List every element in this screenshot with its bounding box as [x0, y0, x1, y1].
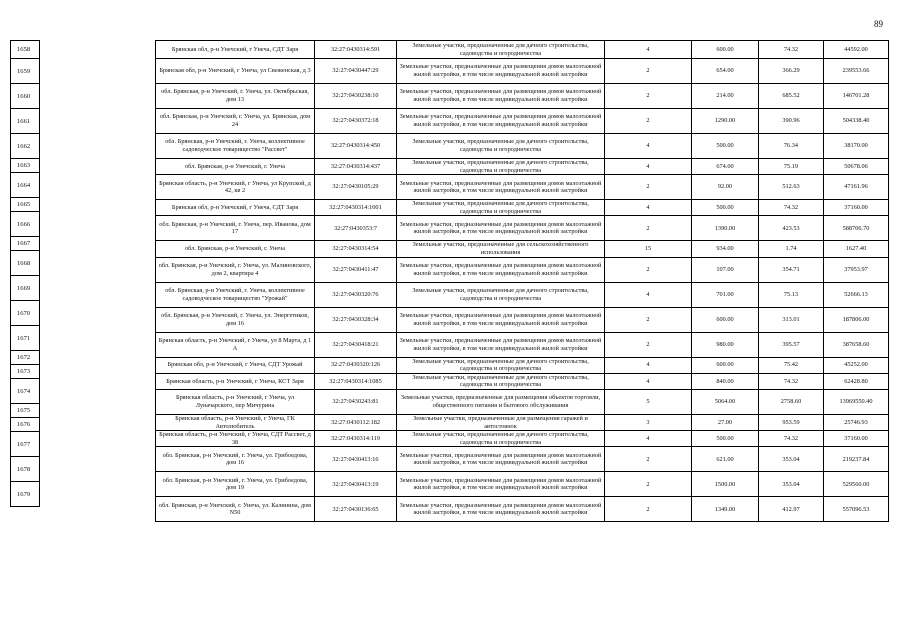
address-cell: обл. Брянская, р-н Унечский, г. Унеча, ул. Калинина, дом N50	[156, 497, 315, 522]
area-cell: 674.00	[692, 159, 759, 175]
row-number-row	[11, 173, 40, 198]
cadastral-number-cell: 32:27:0430136:65	[315, 497, 397, 522]
value-cell: 146701.28	[824, 84, 889, 109]
row-number-cell: 1679	[11, 482, 40, 507]
row-number-row	[11, 404, 40, 418]
table-row	[156, 332, 889, 357]
value-cell: 529560.00	[824, 472, 889, 497]
value-cell: 37160.00	[824, 431, 889, 447]
area-cell: 107.00	[692, 257, 759, 282]
row-number-cell: 1666	[11, 212, 40, 237]
cadastral-number-cell: 32:27:0430353:7	[315, 216, 397, 241]
table-row	[156, 175, 889, 200]
cadastral-number-cell: 32:27:0430314:119	[315, 431, 397, 447]
rate-cell: 75.13	[759, 282, 824, 307]
cadastral-number-cell: 32:27:0430413:19	[315, 472, 397, 497]
cadastral-number-cell: 32:27:0430243:81	[315, 389, 397, 414]
address-cell: Брянская обл, р-н Унечский, г Унеча, СДТ Заря	[156, 41, 315, 59]
purpose-cell: Земельные участки, предназначенные для размещения домов малоэтажной жилой застройки, в том числе индивидуальной жилой застройки	[397, 59, 605, 84]
row-number-cell: 1667	[11, 237, 40, 251]
row-number-row	[11, 457, 40, 482]
area-cell: 1349.00	[692, 497, 759, 522]
rate-cell: 395.57	[759, 332, 824, 357]
value-cell: 557096.53	[824, 497, 889, 522]
rate-cell: 366.29	[759, 59, 824, 84]
group-cell: 4	[605, 134, 692, 159]
table-row	[156, 159, 889, 175]
cadastral-number-cell: 32:27:0430447:29	[315, 59, 397, 84]
rate-cell: 74.32	[759, 41, 824, 59]
value-cell: 219237.84	[824, 447, 889, 472]
address-cell: обл. Брянская, р-н Унечский, г. Унеча, коллективное садоводческое товарищество "Урожай"	[156, 282, 315, 307]
cadastral-number-cell: 32:27:0430112:182	[315, 414, 397, 430]
land-plots-table	[155, 40, 889, 522]
cadastral-number-cell: 32:27:0430314:450	[315, 134, 397, 159]
address-cell: Брянская область, р-н Унечский, г Унеча, КСТ Заря	[156, 373, 315, 389]
group-cell: 2	[605, 257, 692, 282]
row-number-cell: 1677	[11, 432, 40, 457]
group-cell: 4	[605, 41, 692, 59]
cadastral-number-cell: 32:27:0430105:29	[315, 175, 397, 200]
address-cell: обл. Брянская, р-н Унечский, г. Унеча, ул. Брянская, дом 24	[156, 109, 315, 134]
table-row	[156, 109, 889, 134]
table-row	[156, 241, 889, 257]
rate-cell: 353.04	[759, 472, 824, 497]
group-cell: 2	[605, 216, 692, 241]
address-cell: обл. Брянская, р-н Унечский, г. Унеча, ул. Октябрьская, дом 13	[156, 84, 315, 109]
group-cell: 3	[605, 414, 692, 430]
address-cell: Брянская область, р-н Унечский, г Унеча, ул 8 Марта, д 1 А	[156, 332, 315, 357]
group-cell: 2	[605, 472, 692, 497]
row-number-column	[10, 40, 40, 507]
table-row	[156, 431, 889, 447]
row-number-row	[11, 482, 40, 507]
purpose-cell: Земельные участки, предназначенные для размещения домов малоэтажной жилой застройки, в том числе индивидуальной жилой застройки	[397, 307, 605, 332]
rate-cell: 2758.60	[759, 389, 824, 414]
purpose-cell: Земельные участки, предназначенные для дачного строительства, садоводства и огородничества	[397, 282, 605, 307]
address-cell: обл. Брянская, р-н Унечский, г. Унеча, ул. Энергетиков, дом 16	[156, 307, 315, 332]
rate-cell: 353.04	[759, 447, 824, 472]
cadastral-number-cell: 32:27:0430413:16	[315, 447, 397, 472]
rate-cell: 953.59	[759, 414, 824, 430]
row-number-cell: 1665	[11, 198, 40, 212]
rate-cell: 74.32	[759, 431, 824, 447]
cadastral-number-cell: 32:27:0430418:21	[315, 332, 397, 357]
area-cell: 600.00	[692, 41, 759, 59]
row-number-row	[11, 365, 40, 379]
cadastral-number-cell: 32:27:0430238:10	[315, 84, 397, 109]
address-cell: Брянская обл, р-н Унечский, г Унеча, СДТ Заря	[156, 200, 315, 216]
row-number-cell: 1678	[11, 457, 40, 482]
table-row	[156, 414, 889, 430]
row-number-row	[11, 109, 40, 134]
group-cell: 4	[605, 431, 692, 447]
area-cell: 500.00	[692, 431, 759, 447]
value-cell: 38170.00	[824, 134, 889, 159]
value-cell: 1627.40	[824, 241, 889, 257]
purpose-cell: Земельные участки, предназначенные для дачного строительства, садоводства и огородничества	[397, 431, 605, 447]
value-cell: 588706.70	[824, 216, 889, 241]
area-cell: 840.00	[692, 373, 759, 389]
rate-cell: 354.71	[759, 257, 824, 282]
cadastral-number-cell: 32:27:0430372:18	[315, 109, 397, 134]
area-cell: 1390.00	[692, 216, 759, 241]
purpose-cell: Земельные участки, предназначенные для дачного строительства, садоводства и огородничества	[397, 134, 605, 159]
cadastral-number-cell: 32:27:0430314:1001	[315, 200, 397, 216]
value-cell: 45252.00	[824, 357, 889, 373]
purpose-cell: Земельные участки, предназначенные для размещения объектов торговли, общественного питания и бытового обслуживания	[397, 389, 605, 414]
value-cell: 44592.00	[824, 41, 889, 59]
row-number-row	[11, 326, 40, 351]
cadastral-number-cell: 32:27:0430314:437	[315, 159, 397, 175]
address-cell: Брянская область, р-н Унечский, г Унеча, СДТ Рассвет, д 38	[156, 431, 315, 447]
address-cell: обл. Брянская, р-н Унечский, г. Унеча, коллективное садоводческое товарищество "Рассвет"	[156, 134, 315, 159]
cadastral-number-cell: 32:27:0430320:76	[315, 282, 397, 307]
cadastral-number-cell: 32:27:0430314:1085	[315, 373, 397, 389]
purpose-cell: Земельные участки, предназначенные для дачного строительства, садоводства и огородничества	[397, 41, 605, 59]
address-cell: обл. Брянская, р-н Унечский, г. Унеча, ул. Грибоедова, дом 16	[156, 447, 315, 472]
row-number-row	[11, 159, 40, 173]
row-number-row	[11, 237, 40, 251]
purpose-cell: Земельные участки, предназначенные для размещения домов малоэтажной жилой застройки, в том числе индивидуальной жилой застройки	[397, 216, 605, 241]
area-cell: 600.00	[692, 307, 759, 332]
area-cell: 934.00	[692, 241, 759, 257]
table-row	[156, 84, 889, 109]
row-number-row	[11, 84, 40, 109]
rate-cell: 1.74	[759, 241, 824, 257]
value-cell: 52666.13	[824, 282, 889, 307]
rate-cell: 313.01	[759, 307, 824, 332]
row-number-cell: 1674	[11, 379, 40, 404]
row-number-row	[11, 251, 40, 276]
purpose-cell: Земельные участки, предназначенные для дачного строительства, садоводства и огородничества	[397, 159, 605, 175]
cadastral-number-cell: 32:27:0430314:54	[315, 241, 397, 257]
area-cell: 214.00	[692, 84, 759, 109]
table-row	[156, 282, 889, 307]
table-row	[156, 134, 889, 159]
area-cell: 5064.00	[692, 389, 759, 414]
row-number-cell: 1670	[11, 301, 40, 326]
purpose-cell: Земельные участки, предназначенные для размещения домов малоэтажной жилой застройки, в том числе индивидуальной жилой застройки	[397, 332, 605, 357]
address-cell: Брянская область, р-н Унечский, г Унеча, ул Крупской, д 42, кв 2	[156, 175, 315, 200]
area-cell: 654.00	[692, 59, 759, 84]
row-number-row	[11, 41, 40, 59]
value-cell: 37160.00	[824, 200, 889, 216]
address-cell: Брянская обл, р-н Унечский, г Унеча, ул Свеженская, д 3	[156, 59, 315, 84]
cadastral-number-cell: 32:27:0430320:126	[315, 357, 397, 373]
value-cell: 47161.96	[824, 175, 889, 200]
purpose-cell: Земельные участки, предназначенные для размещения домов малоэтажной жилой застройки, в том числе индивидуальной жилой застройки	[397, 175, 605, 200]
purpose-cell: Земельные участки, предназначенные для размещения домов малоэтажной жилой застройки, в том числе индивидуальной жилой застройки	[397, 447, 605, 472]
group-cell: 2	[605, 332, 692, 357]
row-number-row	[11, 276, 40, 301]
purpose-cell: Земельные участки, предназначенные для размещения гаражей и автостоянок	[397, 414, 605, 430]
row-number-row	[11, 198, 40, 212]
row-number-cell: 1663	[11, 159, 40, 173]
table-row	[156, 389, 889, 414]
group-cell: 2	[605, 307, 692, 332]
purpose-cell: Земельные участки, предназначенные для дачного строительства, садоводства и огородничества	[397, 373, 605, 389]
group-cell: 2	[605, 84, 692, 109]
rate-cell: 74.32	[759, 373, 824, 389]
group-cell: 2	[605, 175, 692, 200]
address-cell: обл. Брянская, р-н Унечский, г. Унеча, ул. Малиновского, дом 2, квартира 4	[156, 257, 315, 282]
row-number-cell: 1658	[11, 41, 40, 59]
group-cell: 5	[605, 389, 692, 414]
group-cell: 2	[605, 497, 692, 522]
rate-cell: 390.96	[759, 109, 824, 134]
cadastral-number-cell: 32:27:0430314:591	[315, 41, 397, 59]
row-number-row	[11, 432, 40, 457]
area-cell: 92.00	[692, 175, 759, 200]
area-cell: 1290.00	[692, 109, 759, 134]
value-cell: 504338.40	[824, 109, 889, 134]
address-cell: обл. Брянская, р-н Унечский, г. Унеча	[156, 241, 315, 257]
rate-cell: 75.19	[759, 159, 824, 175]
row-number-row	[11, 134, 40, 159]
cadastral-number-cell: 32:27:0430328:34	[315, 307, 397, 332]
value-cell: 37953.97	[824, 257, 889, 282]
rate-cell: 76.34	[759, 134, 824, 159]
purpose-cell: Земельные участки, предназначенные для размещения домов малоэтажной жилой застройки, в том числе индивидуальной жилой застройки	[397, 497, 605, 522]
table-row	[156, 373, 889, 389]
purpose-cell: Земельные участки, предназначенные для размещения домов малоэтажной жилой застройки, в том числе индивидуальной жилой застройки	[397, 109, 605, 134]
row-number-cell: 1662	[11, 134, 40, 159]
rate-cell: 685.52	[759, 84, 824, 109]
value-cell: 62428.80	[824, 373, 889, 389]
rate-cell: 75.42	[759, 357, 824, 373]
table-row	[156, 59, 889, 84]
group-cell: 2	[605, 109, 692, 134]
address-cell: обл. Брянская, р-н Унечский, г. Унеча, ул. Грибоедова, дом 19	[156, 472, 315, 497]
value-cell: 239553.66	[824, 59, 889, 84]
table-row	[156, 216, 889, 241]
area-cell: 500.00	[692, 200, 759, 216]
row-number-row	[11, 212, 40, 237]
address-cell: Брянская обл, р-н Унечский, г Унеча, СДТ Урожай	[156, 357, 315, 373]
row-number-cell: 1664	[11, 173, 40, 198]
group-cell: 15	[605, 241, 692, 257]
row-number-cell: 1660	[11, 84, 40, 109]
group-cell: 4	[605, 357, 692, 373]
address-cell: Брянская область, р-н Унечский, г Унеча, ГК Автолюбитель	[156, 414, 315, 430]
group-cell: 4	[605, 200, 692, 216]
area-cell: 980.00	[692, 332, 759, 357]
row-number-cell: 1659	[11, 59, 40, 84]
area-cell: 1500.00	[692, 472, 759, 497]
page-number: 89	[874, 19, 883, 29]
purpose-cell: Земельные участки, предназначенные для размещения домов малоэтажной жилой застройки, в том числе индивидуальной жилой застройки	[397, 472, 605, 497]
group-cell: 4	[605, 282, 692, 307]
row-number-cell: 1676	[11, 418, 40, 432]
address-cell: Брянская область, р-н Унечский, г Унеча, ул Луначарского, пер Мичурина	[156, 389, 315, 414]
table-row	[156, 357, 889, 373]
value-cell: 13969550.40	[824, 389, 889, 414]
row-number-cell: 1673	[11, 365, 40, 379]
group-cell: 4	[605, 373, 692, 389]
row-number-row	[11, 379, 40, 404]
table-row	[156, 257, 889, 282]
group-cell: 2	[605, 59, 692, 84]
area-cell: 621.00	[692, 447, 759, 472]
address-cell: обл. Брянская, р-н Унечский, г. Унеча, пер. Иванова, дом 17	[156, 216, 315, 241]
area-cell: 27.00	[692, 414, 759, 430]
purpose-cell: Земельные участки, предназначенные для дачного строительства, садоводства и огородничества	[397, 200, 605, 216]
value-cell: 25746.93	[824, 414, 889, 430]
row-number-cell: 1669	[11, 276, 40, 301]
row-number-row	[11, 59, 40, 84]
row-number-cell: 1671	[11, 326, 40, 351]
area-cell: 701.00	[692, 282, 759, 307]
rate-cell: 423.53	[759, 216, 824, 241]
row-number-cell: 1661	[11, 109, 40, 134]
purpose-cell: Земельные участки, предназначенные для размещения домов малоэтажной жилой застройки, в том числе индивидуальной жилой застройки	[397, 257, 605, 282]
area-cell: 500.00	[692, 134, 759, 159]
table-row	[156, 497, 889, 522]
rate-cell: 512.63	[759, 175, 824, 200]
row-number-row	[11, 351, 40, 365]
value-cell: 187806.00	[824, 307, 889, 332]
purpose-cell: Земельные участки, предназначенные для размещения домов малоэтажной жилой застройки, в том числе индивидуальной жилой застройки	[397, 84, 605, 109]
row-number-cell: 1672	[11, 351, 40, 365]
area-cell: 600.00	[692, 357, 759, 373]
table-row	[156, 447, 889, 472]
cadastral-number-cell: 32:27:0430411:47	[315, 257, 397, 282]
row-number-cell: 1675	[11, 404, 40, 418]
rate-cell: 412.97	[759, 497, 824, 522]
group-cell: 4	[605, 159, 692, 175]
address-cell: обл. Брянская, р-н Унечский, г. Унеча	[156, 159, 315, 175]
row-number-row	[11, 418, 40, 432]
rate-cell: 74.32	[759, 200, 824, 216]
value-cell: 387658.60	[824, 332, 889, 357]
row-number-row	[11, 301, 40, 326]
group-cell: 2	[605, 447, 692, 472]
value-cell: 50678.06	[824, 159, 889, 175]
table-row	[156, 307, 889, 332]
table-row	[156, 472, 889, 497]
table-row	[156, 200, 889, 216]
row-number-cell: 1668	[11, 251, 40, 276]
table-row	[156, 41, 889, 59]
purpose-cell: Земельные участки, предназначенные для сельскохозяйственного использования	[397, 241, 605, 257]
purpose-cell: Земельные участки, предназначенные для дачного строительства, садоводства и огородничества	[397, 357, 605, 373]
